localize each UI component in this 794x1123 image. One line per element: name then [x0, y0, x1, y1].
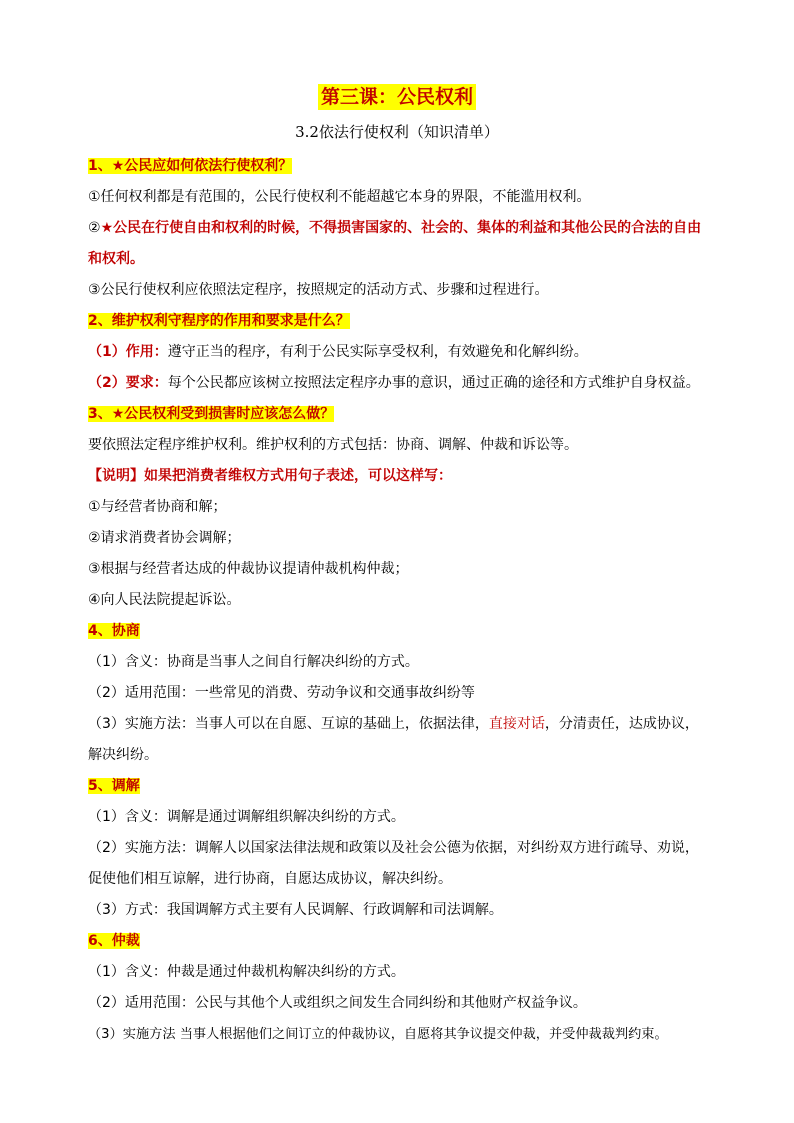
q6-row — [88, 926, 712, 957]
q5-l3: （3）方式：我国调解方式主要有人民调解、行政调解和司法调解。 — [88, 902, 503, 918]
q4-l2: （2）适用范围：一些常见的消费、劳动争议和交通事故纠纷等 — [88, 685, 475, 701]
q4-l3-b: ，分清责任，达成协议，解决纠纷。 — [88, 716, 699, 763]
q1-p1: ①任何权利都是有范围的，公民行使权利不能超越它本身的界限，不能滥用权利。 — [88, 189, 591, 205]
q5-l2: （2）实施方法：调解人以国家法律法规和政策以及社会公德为依据，对纠纷双方进行疏导、劝说，促使他们相互谅解，进行协商，自愿达成协议，解决纠纷。 — [88, 840, 699, 887]
q1-row — [88, 151, 712, 182]
q4-l3 — [88, 709, 712, 771]
q2-item2 — [88, 368, 712, 399]
q1-p2-text: ★公民在行使自由和权利的时候，不得损害国家的、社会的、集体的利益和其他公民的合法的自由和权利。 — [88, 220, 702, 267]
q2-heading: 2、维护权利守程序的作用和要求是什么？ — [88, 313, 350, 329]
q1-heading: 1、★公民应如何依法行使权利？ — [88, 158, 293, 174]
q5-heading: 5、调解 — [88, 778, 140, 794]
content — [88, 151, 712, 1050]
q6-l1: （1）含义：仲裁是通过仲裁机构解决纠纷的方式。 — [88, 964, 405, 980]
q2-row — [88, 306, 712, 337]
q6-heading: 6、仲裁 — [88, 933, 140, 949]
page-title: 第三课：公民权利 — [318, 84, 476, 110]
q1-p3: ③公民行使权利应依照法定程序，按照规定的活动方式、步骤和过程进行。 — [88, 282, 549, 298]
q4-l3-a: （3）实施方法：当事人可以在自愿、互谅的基础上，依据法律， — [88, 716, 489, 732]
q3-heading: 3、★公民权利受到损害时应该怎么做？ — [88, 406, 335, 422]
q2-item2-label: （2）要求： — [88, 375, 168, 391]
q3-note: 【说明】如果把消费者维权方式用句子表述，可以这样写： — [88, 468, 452, 484]
q3-p1: 要依照法定程序维护权利。维护权利的方式包括：协商、调解、仲裁和诉讼等。 — [88, 437, 578, 453]
title-wrap — [0, 84, 794, 110]
q1-p2-prefix: ② — [88, 220, 101, 236]
q4-l3-red: 直接对话 — [488, 716, 545, 732]
q3-l2: ②请求消费者协会调解； — [88, 530, 241, 546]
q3-row — [88, 399, 712, 430]
q4-heading: 4、协商 — [88, 623, 140, 639]
q5-row — [88, 771, 712, 802]
q2-item2-text: 每个公民都应该树立按照法定程序办事的意识，通过正确的途径和方式维护自身权益。 — [167, 375, 700, 391]
q2-item1 — [88, 337, 712, 368]
page-subtitle: 3.2依法行使权利（知识清单） — [295, 123, 499, 141]
q3-l3: ③根据与经营者达成的仲裁协议提请仲裁机构仲裁； — [88, 561, 409, 577]
q2-item1-label: （1）作用： — [88, 344, 168, 360]
q4-row — [88, 616, 712, 647]
q3-l1: ①与经营者协商和解； — [88, 499, 227, 515]
q4-l1: （1）含义：协商是当事人之间自行解决纠纷的方式。 — [88, 654, 419, 670]
q2-item1-text: 遵守正当的程序，有利于公民实际享受权利，有效避免和化解纠纷。 — [167, 344, 588, 360]
q3-l4: ④向人民法院提起诉讼。 — [88, 592, 241, 608]
q5-l1: （1）含义：调解是通过调解组织解决纠纷的方式。 — [88, 809, 405, 825]
q6-l2: （2）适用范围：公民与其他个人或组织之间发生合同纠纷和其他财产权益争议。 — [88, 995, 587, 1011]
q1-p2 — [88, 213, 712, 275]
q6-l3: （3）实施方法 当事人根据他们之间订立的仲裁协议，自愿将其争议提交仲裁，并受仲裁裁判约束。 — [88, 1027, 668, 1042]
